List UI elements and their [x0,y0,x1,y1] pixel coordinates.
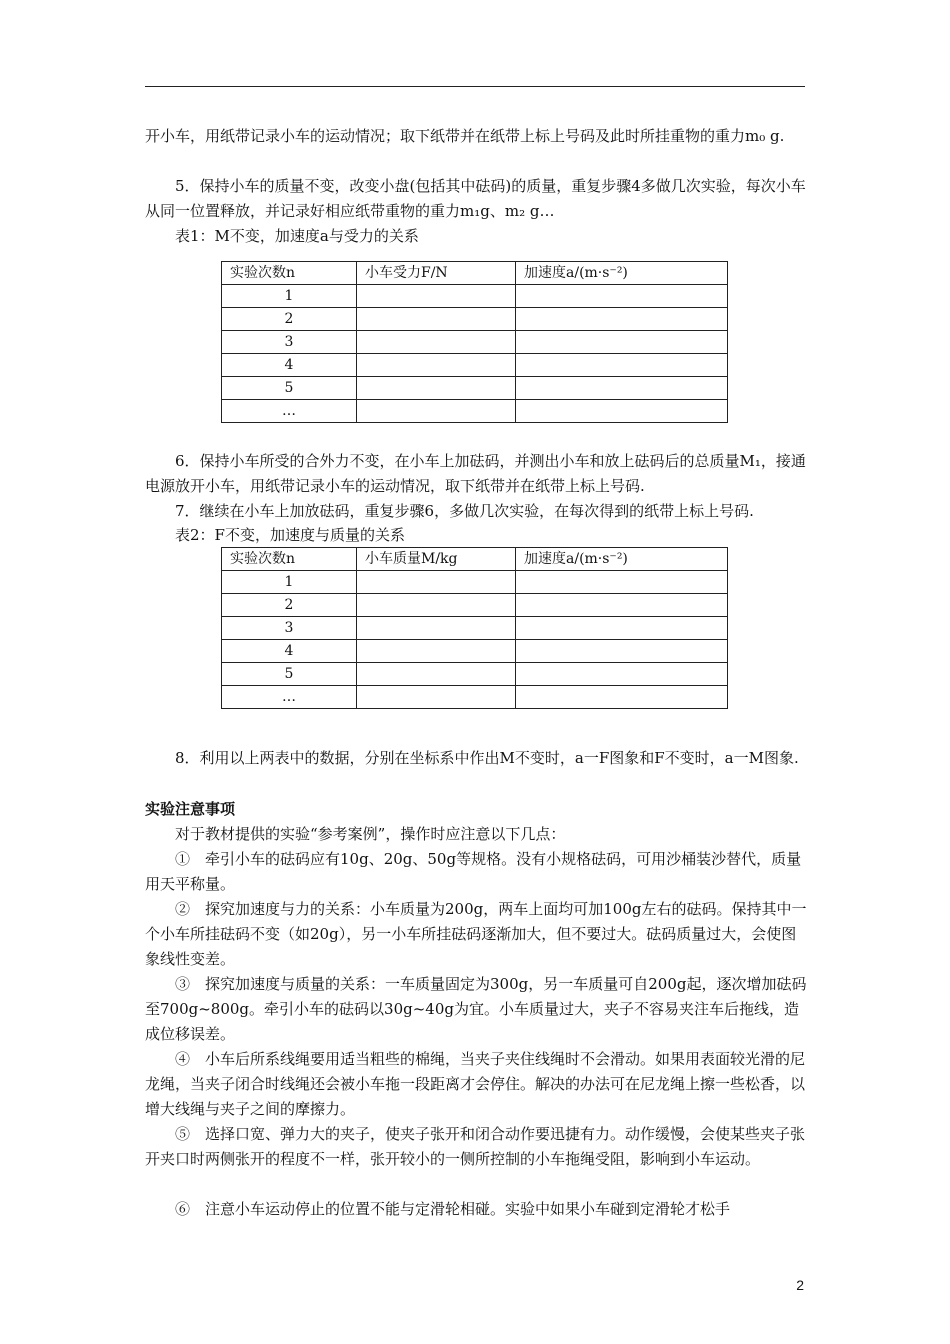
note-1: ① 牵引小车的砝码应有10g、20g、50g等规格。没有小规格砝码，可用沙桶装沙替代，质量用天平称量。 [145,850,802,893]
table-row [222,617,728,640]
table-row [222,308,728,331]
empty-cell [516,663,728,686]
empty-cell [516,640,728,663]
table-row [222,594,728,617]
notes-intro: 对于教材提供的实验“参考案例”，操作时应注意以下几点： [175,825,566,843]
empty-cell [516,400,728,423]
note-5: ⑤ 选择口宽、弹力大的夹子，使夹子张开和闭合动作要迅捷有力。动作缓慢，会使某些夹子张开夹口时两侧张开的程度不一样，张开较小的一侧所控制的小车拖绳受阻，影响到小车运动。 [145,1125,806,1168]
empty-cell [357,686,516,709]
paragraph-step-7: 7．继续在小车上加放砝码，重复步骤6，多做几次实验，在每次得到的纸带上标上号码. [175,502,754,520]
note-4: ④ 小车后所系线绳要用适当粗些的棉绳，当夹子夹住线绳时不会滑动。如果用表面较光滑的尼龙绳，当夹子闭合时线绳还会被小车拖一段距离才会停住。解决的办法可在尼龙绳上擦一些松香，以增大线绳与夹子之间的摩擦力。 [145,1050,806,1118]
section-heading: 实验注意事项 [145,800,236,818]
empty-cell [357,377,516,400]
empty-cell [357,617,516,640]
row-index-cell: … [222,686,357,709]
header-cell: 小车受力F/N [357,262,516,285]
empty-cell [516,377,728,400]
table-row [222,285,728,308]
header-cell: 加速度a/(m·s⁻²) [516,548,728,571]
row-index-cell: … [222,400,357,423]
table-row [222,663,728,686]
table-2 [221,547,728,709]
empty-cell [357,663,516,686]
empty-cell [357,354,516,377]
empty-cell [357,594,516,617]
table-row [222,377,728,400]
paragraph-continuation: 开小车，用纸带记录小车的运动情况；取下纸带并在纸带上标上号码及此时所挂重物的重力m₀ g. [145,127,785,145]
row-index-cell: 2 [222,308,357,331]
table-row [222,571,728,594]
header-rule [145,86,805,87]
note-2: ② 探究加速度与力的关系：小车质量为200g，两车上面均可加100g左右的砝码。保持其中一个小车所挂砝码不变（如20g），另一小车所挂砝码逐渐加大，但不要过大。砝码质量过大，会使图象线性变差。 [145,900,807,968]
row-index-cell: 1 [222,285,357,308]
table-row [222,331,728,354]
empty-cell [516,617,728,640]
empty-cell [516,571,728,594]
table-1 [221,261,728,423]
empty-cell [516,308,728,331]
row-index-cell: 5 [222,377,357,400]
row-index-cell: 3 [222,331,357,354]
row-index-cell: 4 [222,354,357,377]
table-header-row [222,262,728,285]
table-1-caption: 表1：M不变，加速度a与受力的关系 [175,227,419,245]
table-row [222,400,728,423]
page-number: 2 [796,1277,804,1293]
empty-cell [516,686,728,709]
empty-cell [357,571,516,594]
header-cell: 实验次数n [222,262,357,285]
table-2-caption: 表2：F不变，加速度与质量的关系 [175,526,405,544]
empty-cell [357,285,516,308]
table-row [222,640,728,663]
empty-cell [516,594,728,617]
row-index-cell: 5 [222,663,357,686]
empty-cell [357,640,516,663]
note-6: ⑥ 注意小车运动停止的位置不能与定滑轮相碰。实验中如果小车碰到定滑轮才松手 [175,1200,731,1218]
empty-cell [516,285,728,308]
paragraph-step-5: 5．保持小车的质量不变，改变小盘(包括其中砝码)的质量，重复步骤4多做几次实验，每次小车从同一位置释放，并记录好相应纸带重物的重力m₁g、m₂ g… [145,177,806,220]
row-index-cell: 4 [222,640,357,663]
empty-cell [516,354,728,377]
table-header-row [222,548,728,571]
empty-cell [357,331,516,354]
row-index-cell: 1 [222,571,357,594]
row-index-cell: 2 [222,594,357,617]
header-cell: 实验次数n [222,548,357,571]
empty-cell [357,308,516,331]
empty-cell [516,331,728,354]
header-cell: 加速度a/(m·s⁻²) [516,262,728,285]
table-row [222,686,728,709]
paragraph-step-8: 8．利用以上两表中的数据，分别在坐标系中作出M不变时，a一F图象和F不变时，a一M图象. [175,749,799,767]
note-3: ③ 探究加速度与质量的关系：一车质量固定为300g，另一车质量可自200g起，逐次增加砝码至700g~800g。牵引小车的砝码以30g~40g为宜。小车质量过大，夹子不容易夹注车后拖线，造成位移误差。 [145,975,807,1043]
header-cell: 小车质量M/kg [357,548,516,571]
empty-cell [357,400,516,423]
paragraph-step-6: 6．保持小车所受的合外力不变，在小车上加砝码，并测出小车和放上砝码后的总质量M₁，接通电源放开小车，用纸带记录小车的运动情况，取下纸带并在纸带上标上号码. [145,452,806,495]
table-row [222,354,728,377]
row-index-cell: 3 [222,617,357,640]
